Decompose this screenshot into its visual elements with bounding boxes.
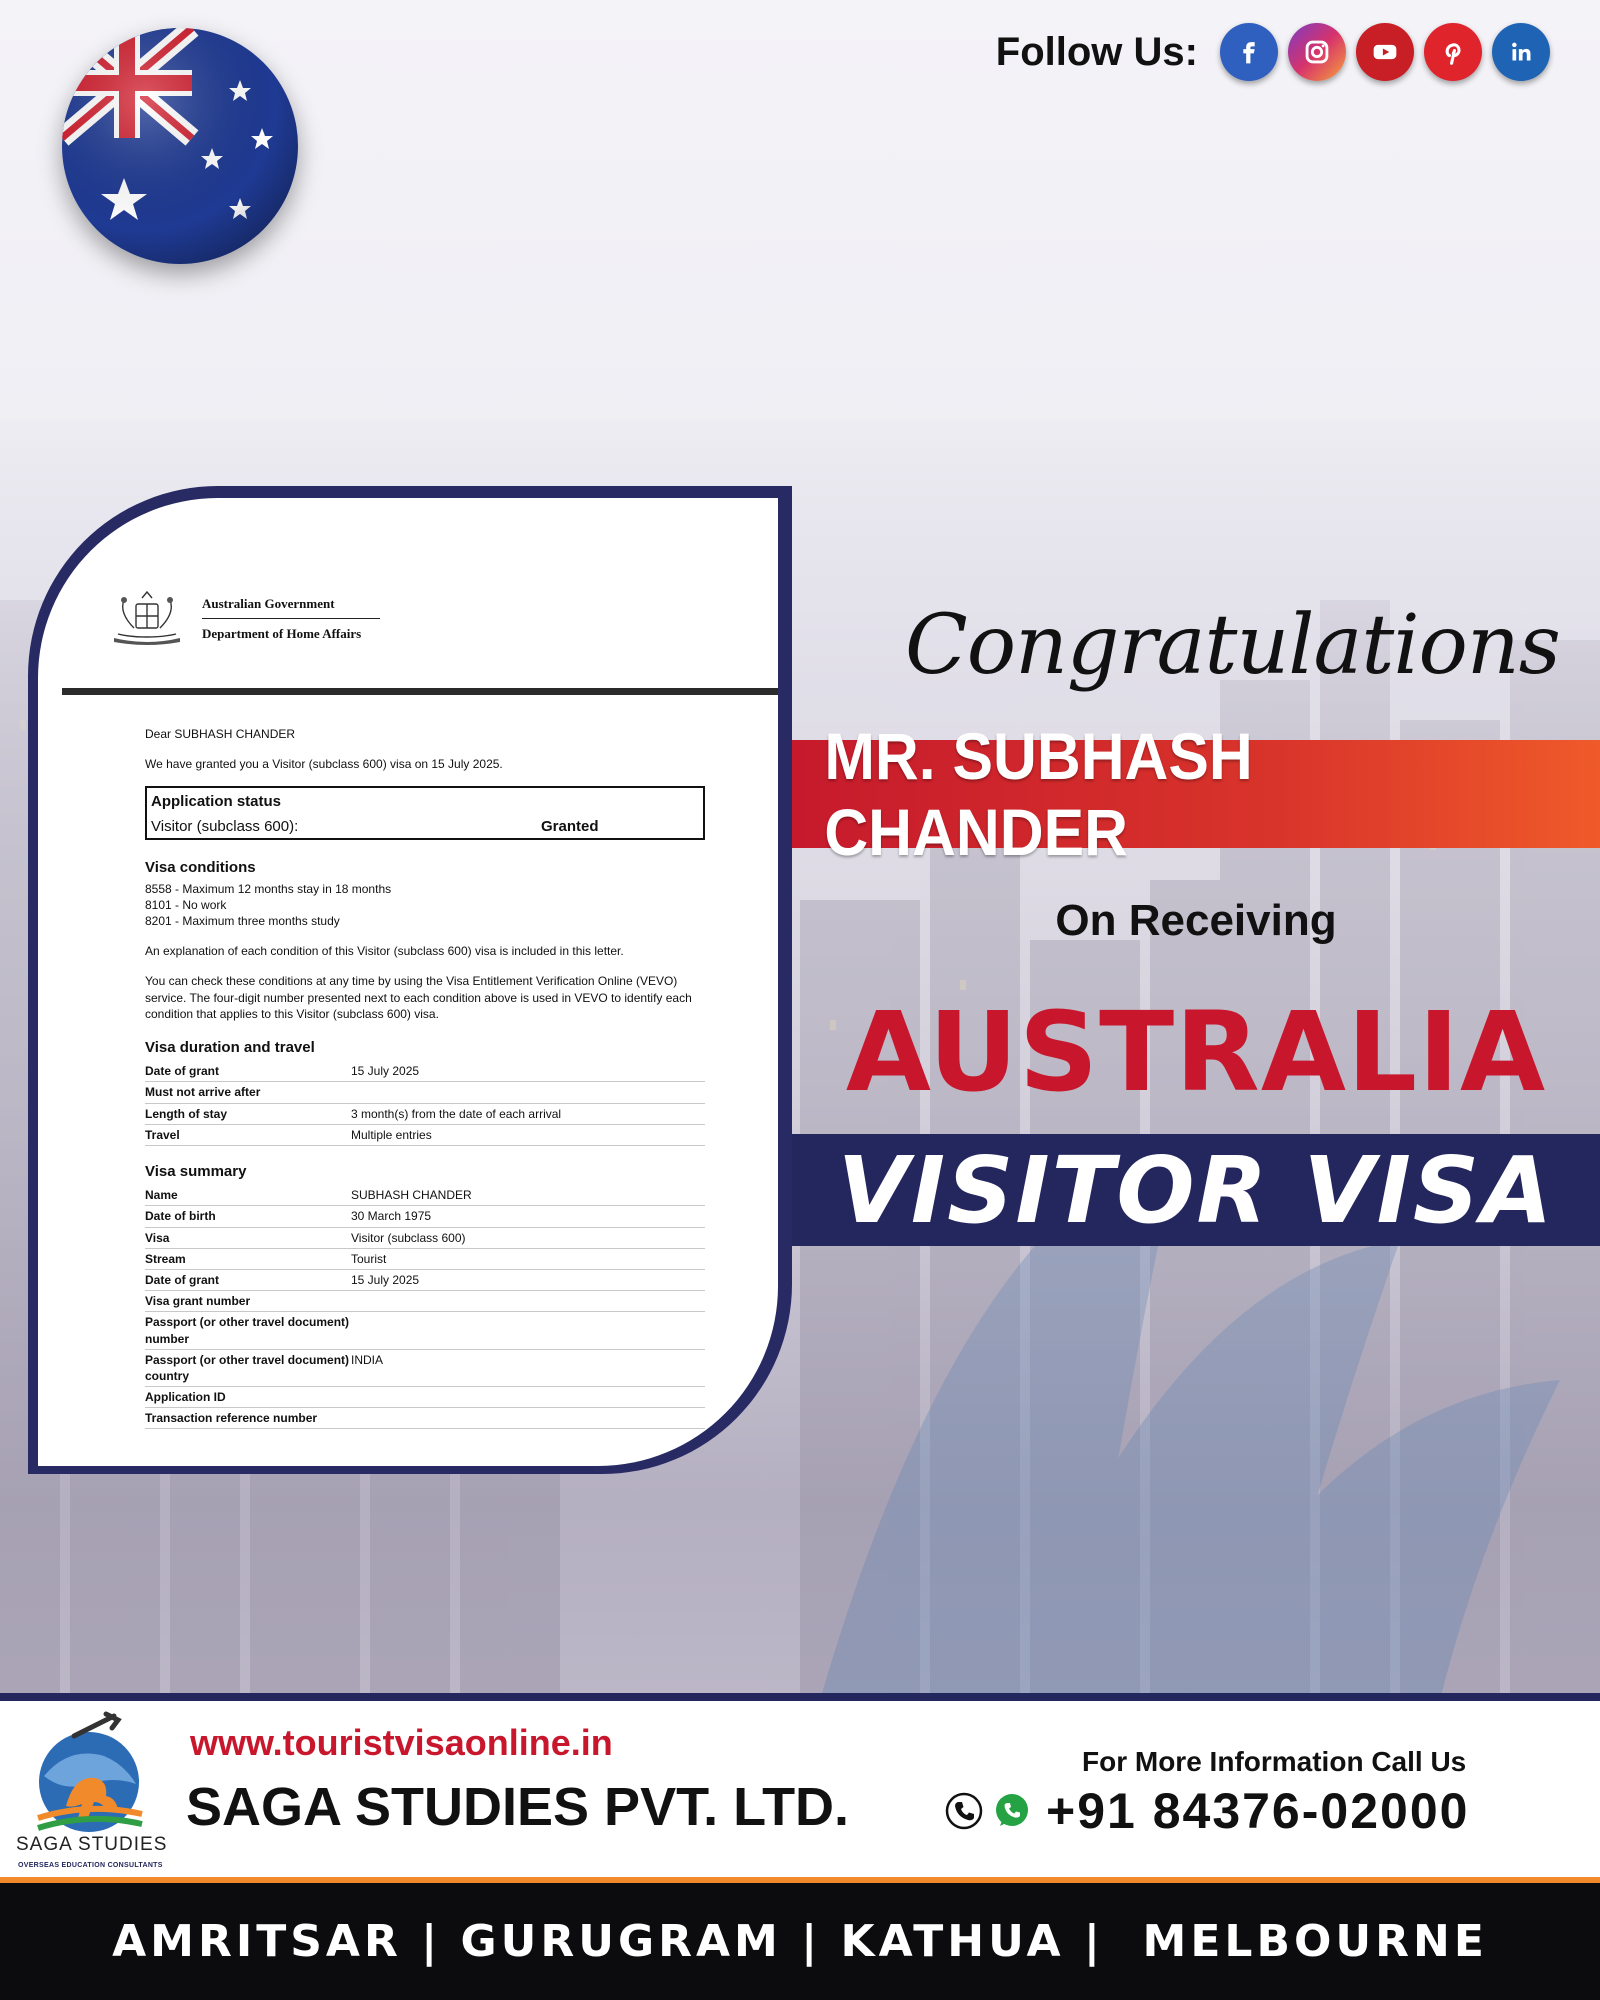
australia-flag-globe (62, 28, 298, 264)
call-us-label: For More Information Call Us (1082, 1746, 1467, 1777)
youtube-icon[interactable] (1356, 23, 1414, 81)
row-key: Name (145, 1188, 178, 1203)
congratulations-heading: Congratulations (905, 598, 1560, 693)
table-row (145, 1104, 705, 1125)
company-name: SAGA STUDIES PVT. LTD. (186, 1777, 850, 1837)
document-body (145, 726, 705, 1445)
row-value: 3 month(s) from the date of each arrival (351, 1106, 562, 1121)
linkedin-icon[interactable] (1492, 23, 1550, 81)
row-value: 15 July 2025 (351, 1064, 420, 1079)
table-row (145, 1270, 705, 1291)
row-key: Visa grant number (145, 1294, 251, 1309)
conditions-title: Visa conditions (145, 859, 256, 877)
row-key: Must not arrive after (145, 1085, 261, 1100)
row-key: Application ID (145, 1390, 226, 1405)
duration-table (145, 1038, 705, 1146)
visa-grant-document (38, 498, 778, 1466)
grant-sentence: We have granted you a Visitor (subclass 600) visa on 15 July 2025. (145, 757, 503, 772)
cities-bar (0, 1883, 1600, 2000)
status-label: Visitor (subclass 600): (151, 817, 299, 835)
condition-item: 8558 - Maximum 12 months stay in 18 months (145, 881, 392, 896)
gov-line-1: Australian Government (202, 597, 380, 619)
row-value: 15 July 2025 (351, 1272, 420, 1287)
condition-item: 8101 - No work (145, 897, 227, 912)
on-receiving-text: On Receiving (1055, 896, 1337, 945)
row-key: Length of stay (145, 1106, 228, 1121)
row-value: Visitor (subclass 600) (351, 1230, 466, 1245)
row-value (351, 1410, 705, 1426)
row-key: Date of birth (145, 1209, 216, 1224)
condition-item: 8201 - Maximum three months study (145, 914, 340, 928)
table-row (145, 1082, 705, 1103)
table-row (145, 1312, 705, 1349)
row-key: Date of grant (145, 1064, 220, 1079)
row-value: 30 March 1975 (351, 1209, 432, 1224)
row-value (351, 1389, 705, 1405)
table-row (145, 1125, 705, 1146)
website-link[interactable]: www.touristvisaonline.in (190, 1722, 613, 1763)
row-value: Tourist (351, 1251, 387, 1266)
pinterest-icon[interactable] (1424, 23, 1482, 81)
status-title: Application status (151, 793, 282, 811)
document-divider (62, 688, 778, 695)
table-row (145, 1249, 705, 1270)
conditions-list (145, 881, 705, 930)
table-row (145, 1387, 705, 1408)
row-value: SUBHASH CHANDER (351, 1188, 472, 1203)
vevo-text: You can check these conditions at any time by using the Visa Entitlement Verification Online (VEVO) service. The four-digit number presented next to each condition above is used in VEVO to identify each condition that applies to this Visitor (subclass 600) visa. (145, 974, 692, 1021)
phone-icon (944, 1791, 984, 1831)
row-value: Multiple entries (351, 1127, 432, 1142)
row-value (351, 1314, 705, 1346)
table-row (145, 1291, 705, 1312)
facebook-icon[interactable] (1220, 23, 1278, 81)
instagram-icon[interactable] (1288, 23, 1346, 81)
logo-name: SAGA STUDIES (16, 1834, 168, 1855)
coat-of-arms-icon (104, 590, 190, 646)
row-key: Date of grant (145, 1272, 220, 1287)
row-key: Transaction reference number (145, 1411, 318, 1426)
government-header (104, 590, 380, 646)
row-key: Travel (145, 1127, 180, 1142)
row-value (351, 1293, 705, 1309)
application-status-box (145, 786, 705, 840)
summary-title: Visa summary (145, 1162, 247, 1180)
conditions-explanation: An explanation of each condition of this Visitor (subclass 600) visa is included in this letter. (145, 944, 624, 959)
name-banner (792, 719, 1600, 869)
footer-divider (0, 1693, 1600, 1701)
row-key: Passport (or other travel document) country (145, 1352, 350, 1383)
row-value (351, 1084, 705, 1100)
table-row (145, 1350, 705, 1387)
table-row (145, 1206, 705, 1227)
table-row (145, 1228, 705, 1249)
status-value: Granted (541, 817, 599, 835)
logo-subtitle: OVERSEAS EDUCATION CONSULTANTS (18, 1862, 163, 1869)
phone-number: +91 84376-02000 (1046, 1783, 1470, 1839)
table-row (145, 1408, 705, 1429)
visa-type: VISITOR VISA (837, 1136, 1555, 1244)
whatsapp-icon (992, 1791, 1032, 1831)
applicant-name: MR. SUBHASH CHANDER (824, 719, 1253, 869)
row-key: Passport (or other travel document) number (145, 1315, 350, 1346)
row-value: INDIA (351, 1352, 384, 1367)
row-key: Stream (145, 1251, 186, 1266)
duration-title: Visa duration and travel (145, 1038, 315, 1056)
table-row (145, 1185, 705, 1206)
gov-line-2: Department of Home Affairs (202, 625, 362, 641)
office-cities: AMRITSAR | GURUGRAM | KATHUA | MELBOURNE (112, 1916, 1488, 1967)
summary-table (145, 1162, 705, 1430)
table-row (145, 1061, 705, 1082)
follow-us-label: Follow Us: (995, 29, 1198, 74)
visa-type-banner (792, 1134, 1600, 1246)
greeting: Dear SUBHASH CHANDER (145, 727, 296, 741)
country-heading: AUSTRALIA (845, 988, 1547, 1116)
phone-contact[interactable] (944, 1782, 1469, 1840)
follow-us-bar (996, 20, 1550, 84)
row-key: Visa (145, 1230, 170, 1245)
